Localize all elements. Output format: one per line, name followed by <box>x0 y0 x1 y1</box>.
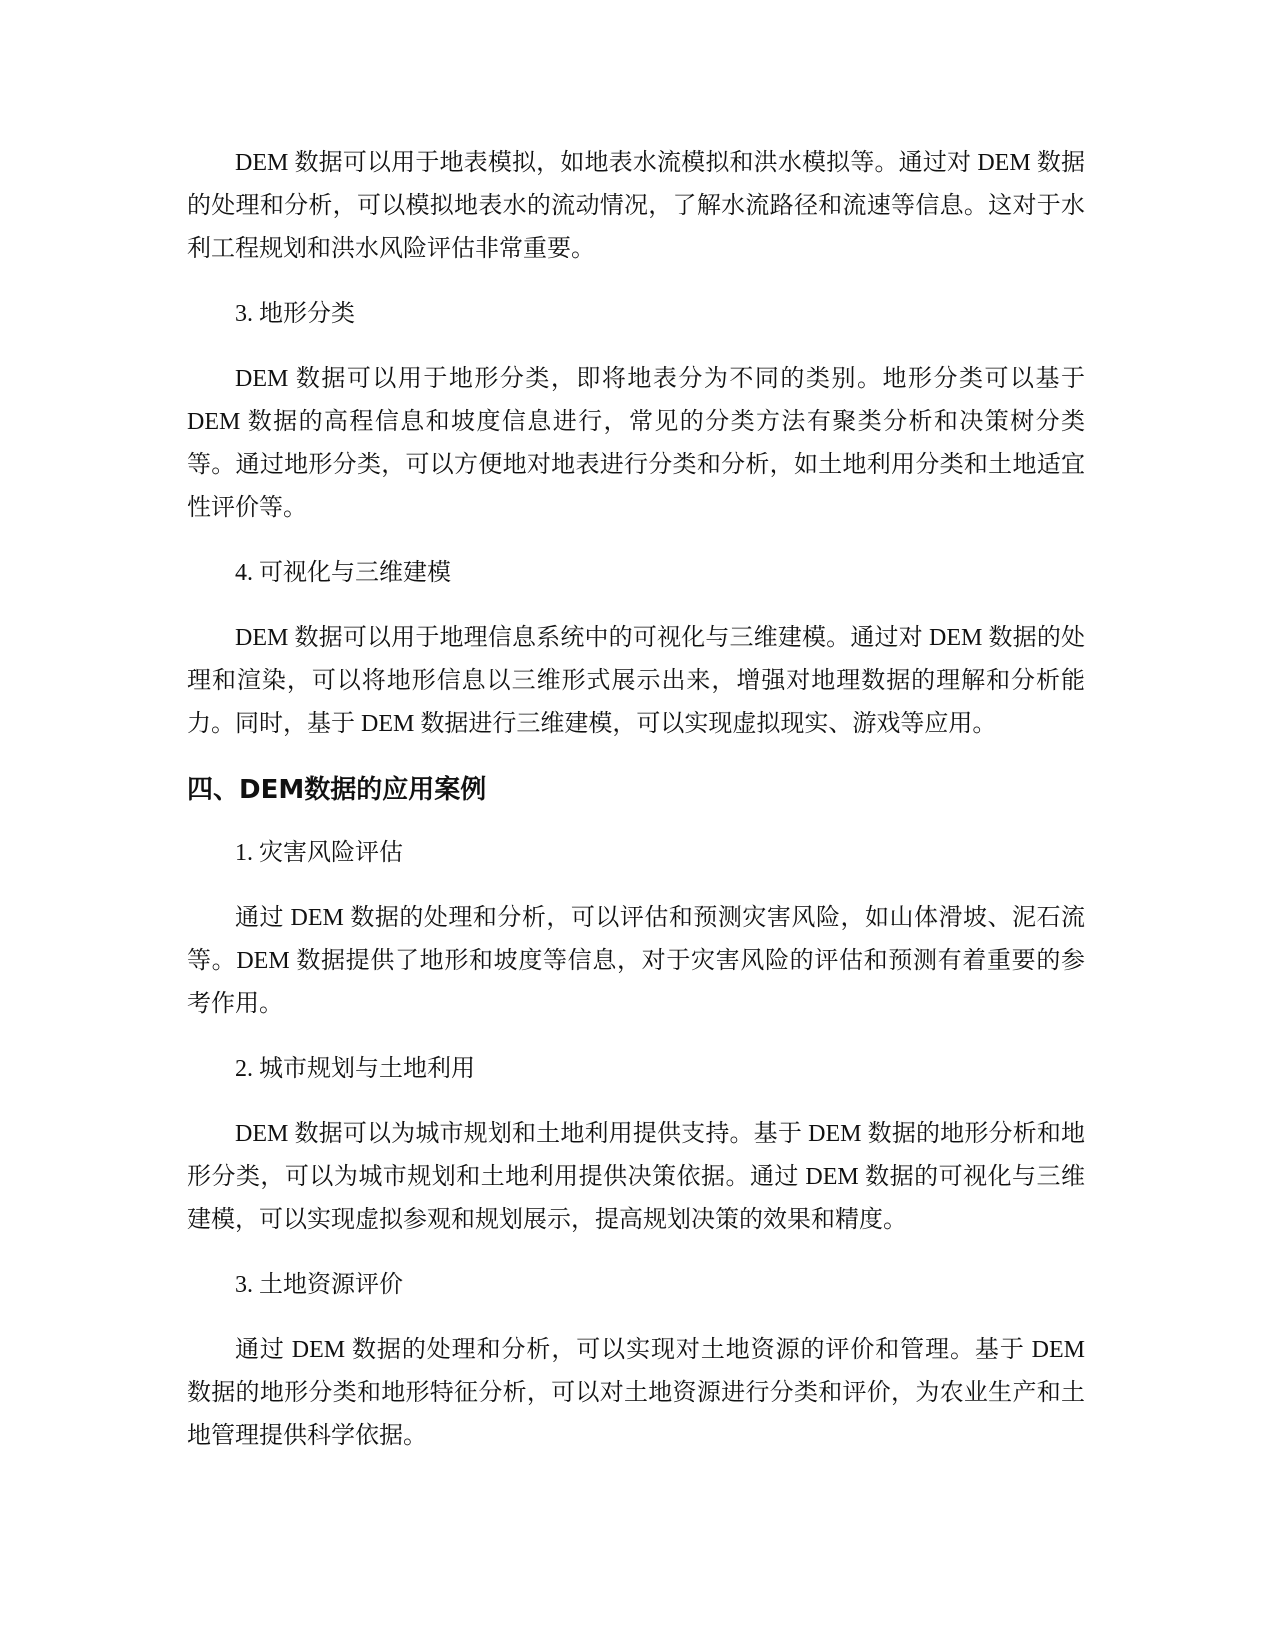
subheading-disaster-risk: 1. 灾害风险评估 <box>235 840 403 866</box>
subheading-land-resource: 3. 土地资源评价 <box>235 1272 403 1298</box>
section-title-application-cases: 四、DEM数据的应用案例 <box>187 775 487 805</box>
paragraph-urban-planning: DEM 数据可以为城市规划和土地利用提供支持。基于 DEM 数据的地形分析和地形分类，可以为城市规划和土地利用提供决策依据。通过 DEM 数据的可视化与三维建模，可以实现虚拟参观和规划展示，提高规划决策的效果和精度。 <box>187 1121 1085 1233</box>
paragraph-visualization-3d: DEM 数据可以用于地理信息系统中的可视化与三维建模。通过对 DEM 数据的处理和渲染，可以将地形信息以三维形式展示出来，增强对地理数据的理解和分析能力。同时，基于 DEM 数据进行三维建模，可以实现虚拟现实、游戏等应用。 <box>187 625 1085 737</box>
subheading-urban-planning: 2. 城市规划与土地利用 <box>235 1056 475 1082</box>
paragraph-surface-simulation: DEM 数据可以用于地表模拟，如地表水流模拟和洪水模拟等。通过对 DEM 数据的处理和分析，可以模拟地表水的流动情况，了解水流路径和流速等信息。这对于水利工程规划和洪水风险评估非常重要。 <box>187 150 1085 262</box>
document-body <box>187 142 1085 1480</box>
paragraph-terrain-classification: DEM 数据可以用于地形分类，即将地表分为不同的类别。地形分类可以基于 DEM 数据的高程信息和坡度信息进行，常见的分类方法有聚类分析和决策树分类等。通过地形分类，可以方便地对地表进行分类和分析，如土地利用分类和土地适宜性评价等。 <box>187 366 1085 521</box>
paragraph-disaster-risk: 通过 DEM 数据的处理和分析，可以评估和预测灾害风险，如山体滑坡、泥石流等。DEM 数据提供了地形和坡度等信息，对于灾害风险的评估和预测有着重要的参考作用。 <box>187 905 1085 1017</box>
subheading-terrain-classification: 3. 地形分类 <box>235 301 355 327</box>
subheading-visualization-3d: 4. 可视化与三维建模 <box>235 560 451 586</box>
paragraph-land-resource: 通过 DEM 数据的处理和分析，可以实现对土地资源的评价和管理。基于 DEM 数据的地形分类和地形特征分析，可以对土地资源进行分类和评价，为农业生产和土地管理提供科学依据。 <box>187 1337 1085 1449</box>
